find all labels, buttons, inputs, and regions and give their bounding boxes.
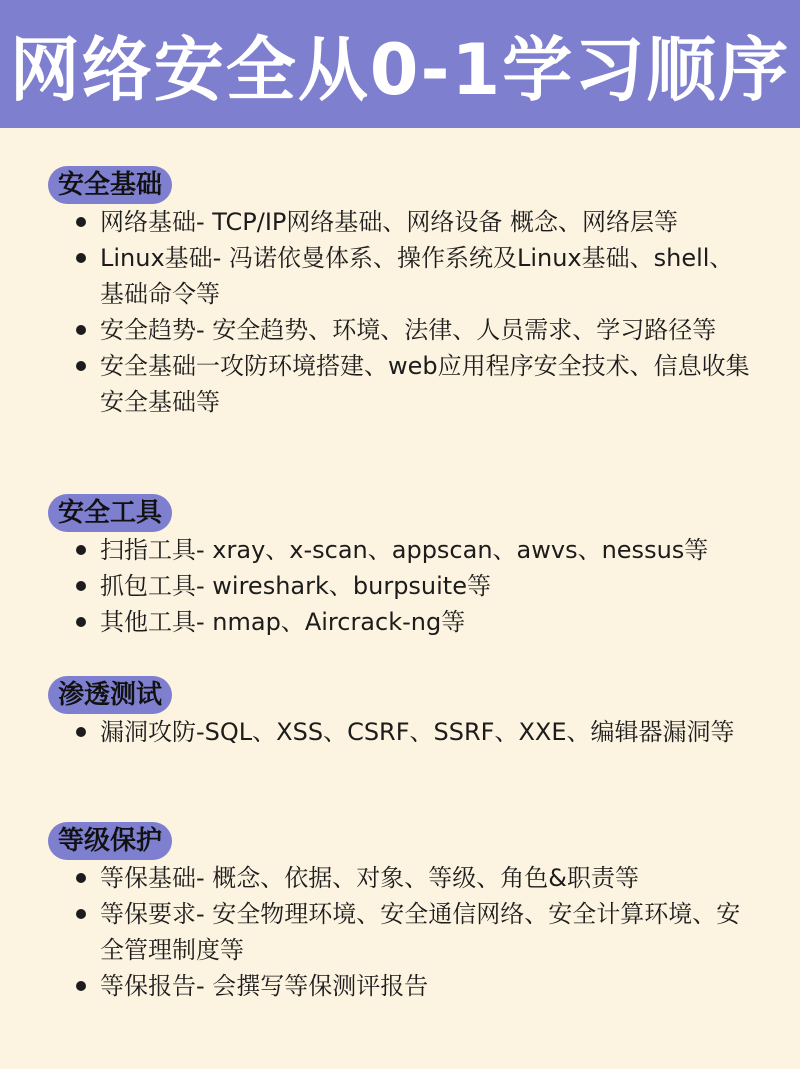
bullet-icon (76, 617, 86, 627)
section-heading: 安全基础 (48, 166, 172, 204)
bullet-icon (76, 581, 86, 591)
list-item (0, 896, 750, 968)
bullet-icon (76, 873, 86, 883)
bullet-icon (76, 727, 86, 737)
item-list (0, 204, 800, 420)
bullet-icon (76, 909, 86, 919)
title-banner (0, 0, 800, 128)
item-list (0, 714, 800, 750)
item-text: 网络基础- TCP/IP网络基础、网络设备 概念、网络层等 (100, 208, 679, 236)
list-item (0, 312, 750, 348)
list-item (0, 204, 750, 240)
list-item (0, 714, 750, 750)
item-text: 漏洞攻防-SQL、XSS、CSRF、SSRF、XXE、编辑器漏洞等 (100, 718, 735, 746)
item-text: 等保要求- 安全物理环境、安全通信网络、安全计算环境、安全管理制度等 (100, 900, 741, 964)
bullet-icon (76, 217, 86, 227)
list-item (0, 348, 750, 420)
list-item (0, 968, 750, 1004)
bullet-icon (76, 981, 86, 991)
item-text: 抓包工具- wireshark、burpsuite等 (100, 572, 491, 600)
bullet-icon (76, 253, 86, 263)
list-item (0, 532, 750, 568)
item-text: 等保报告- 会撰写等保测评报告 (100, 972, 429, 1000)
item-text: 扫指工具- xray、x-scan、appscan、awvs、nessus等 (100, 536, 709, 564)
bullet-icon (76, 545, 86, 555)
item-text: 安全趋势- 安全趋势、环境、法律、人员需求、学习路径等 (100, 316, 717, 344)
list-item (0, 860, 750, 896)
item-text: Linux基础- 冯诺依曼体系、操作系统及Linux基础、shell、基础命令等 (100, 244, 734, 308)
section-heading: 等级保护 (48, 822, 172, 860)
item-list (0, 532, 800, 640)
list-item (0, 604, 750, 640)
bullet-icon (76, 361, 86, 371)
item-list (0, 860, 800, 1004)
section-heading: 渗透测试 (48, 676, 172, 714)
section-heading: 安全工具 (48, 494, 172, 532)
bullet-icon (76, 325, 86, 335)
item-text: 安全基础一攻防环境搭建、web应用程序安全技术、信息收集安全基础等 (100, 352, 750, 416)
item-text: 其他工具- nmap、Aircrack-ng等 (100, 608, 466, 636)
page-title: 网络安全从0-1学习顺序 (9, 28, 791, 111)
list-item (0, 568, 750, 604)
item-text: 等保基础- 概念、依据、对象、等级、角色&职责等 (100, 864, 640, 892)
list-item (0, 240, 750, 312)
